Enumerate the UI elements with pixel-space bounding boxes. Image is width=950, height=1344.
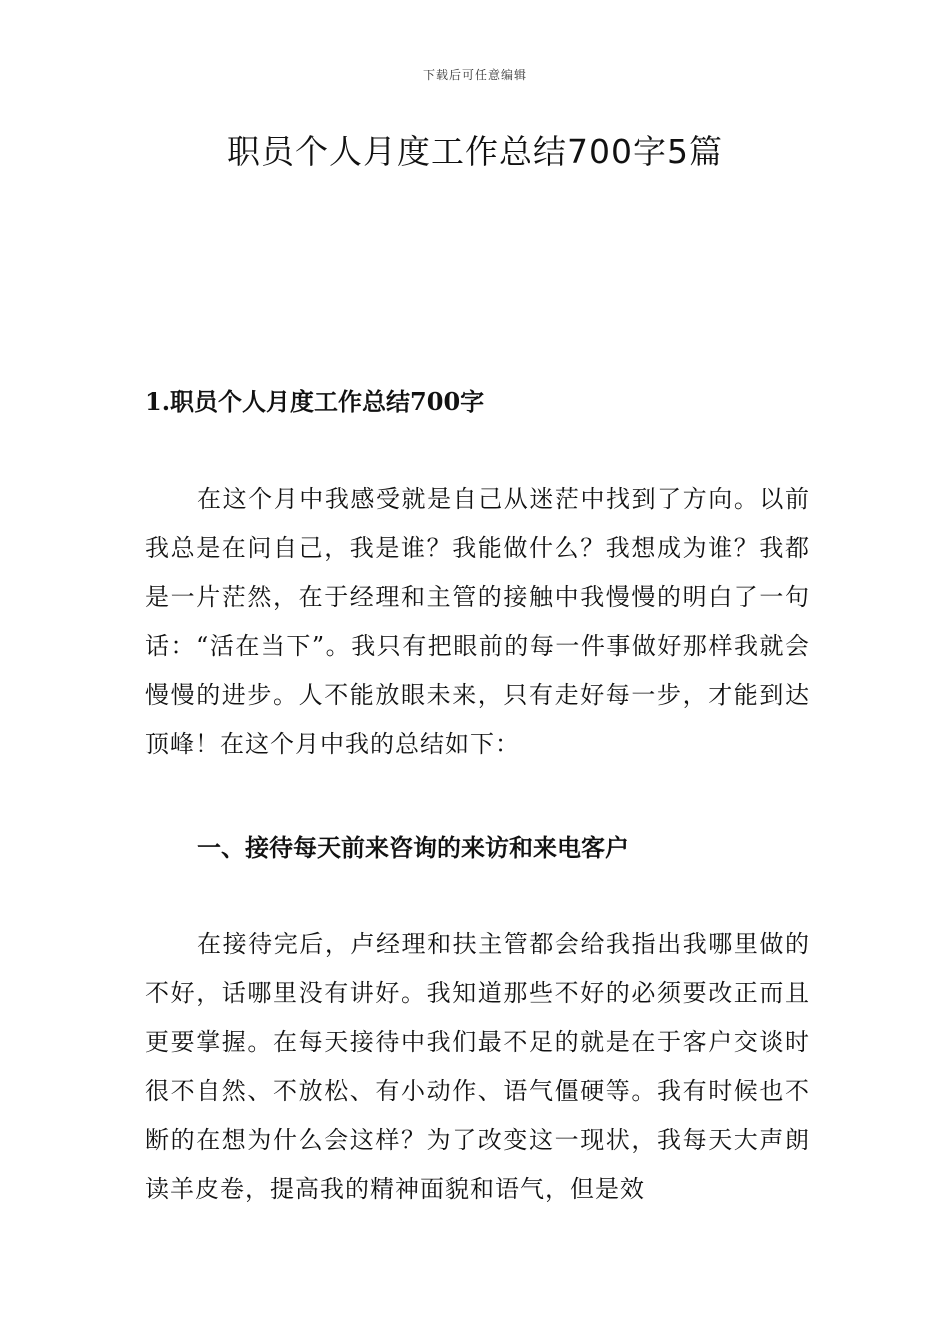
section-heading: 1.职员个人月度工作总结700字 (145, 387, 485, 416)
paragraph-reception: 在接待完后，卢经理和扶主管都会给我指出我哪里做的不好，话哪里没有讲好。我知道那些不好的必须要改正而且更要掌握。在每天接待中我们最不足的就是在于客户交谈时很不自然、不放松、有小动作、语气僵硬等。我有时候也不断的在想为什么会这样？为了改变这一现状，我每天大声朗读羊皮卷，提高我的精神面貌和语气，但是效 (145, 930, 810, 1203)
header-note: 下载后可任意编辑 (422, 68, 527, 82)
document-title: 职员个人月度工作总结700字5篇 (227, 132, 723, 171)
sub-heading-reception: 一、接待每天前来咨询的来访和来电客户 (197, 833, 629, 862)
paragraph-intro: 在这个月中我感受就是自己从迷茫中找到了方向。以前我总是在问自己，我是谁？我能做什么？我想成为谁？我都是一片茫然，在于经理和主管的接触中我慢慢的明白了一句话：“活在当下”。我只有把眼前的每一件事做好那样我就会慢慢的进步。人不能放眼未来，只有走好每一步，才能到达顶峰！在这个月中我的总结如下： (145, 485, 810, 758)
